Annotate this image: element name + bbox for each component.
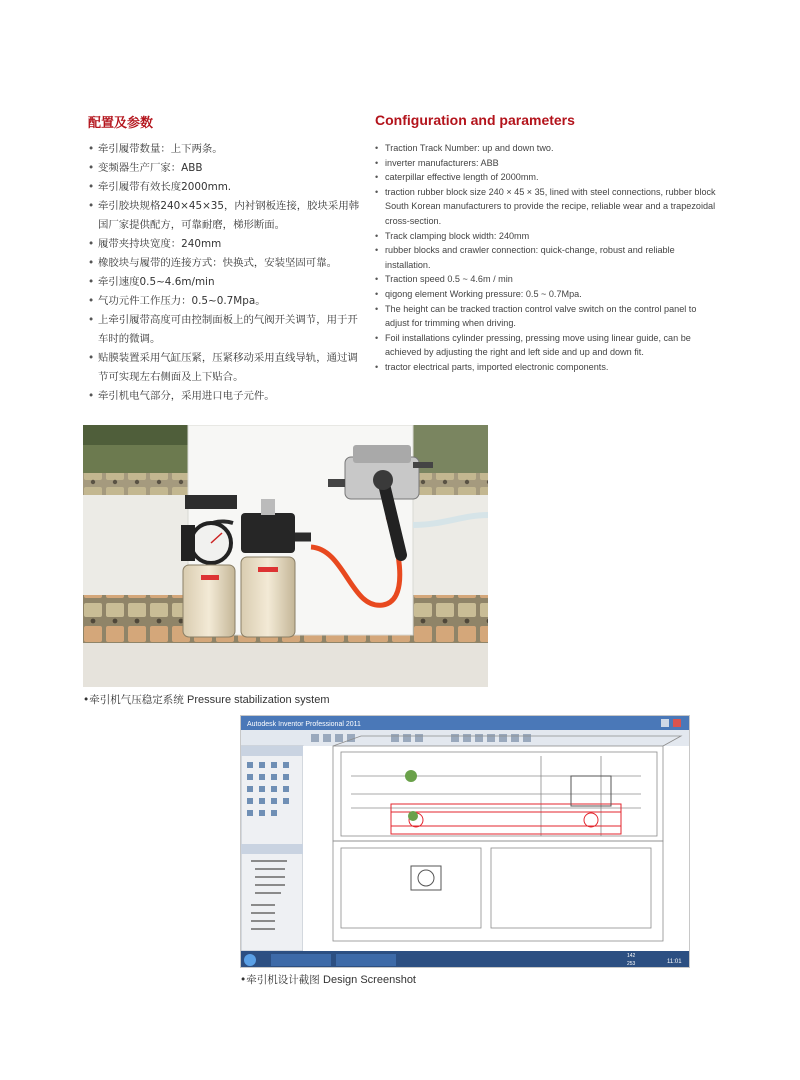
list-item: • 橡胶块与履带的连接方式：快换式，安装坚固可靠。 [88,254,368,273]
caption-bullet: • [83,694,90,706]
caption-en: Pressure stabilization system [187,694,330,706]
pressure-system-illustration [83,425,488,687]
pressure-system-caption [83,692,330,707]
list-item: • 气功元件工作压力：0.5~0.7Mpa。 [88,292,368,311]
status-value-a: 142 [627,953,636,959]
list-item: • 牵引履带数量：上下两条。 [88,140,368,159]
pressure-system-photo [83,425,488,687]
status-value-b: 253 [627,961,636,967]
list-item: • 履带夹持块宽度：240mm [88,235,368,254]
caption-cn: 牵引机气压稳定系统 [89,694,184,706]
list-item: • Traction speed 0.5 ~ 4.6m / min [375,272,720,287]
list-item: • 牵引履带有效长度2000mm. [88,178,368,197]
caption-bullet: • [240,974,247,986]
list-item: • qigong element Working pressure: 0.5 ~ 0.7Mpa. [375,287,720,302]
list-item: • tractor electrical parts, imported electronic components. [375,360,720,375]
list-item: • Foil installations cylinder pressing, pressing move using linear guide, can be achieved by adjusting the right and left side and up and down fit. [375,331,720,360]
cad-window-illustration [241,716,690,968]
list-item: • 牵引机电气部分，采用进口电子元件。 [88,387,368,406]
cad-window-title: Autodesk Inventor Professional 2011 [247,721,361,728]
list-item: • 贴膜装置采用气缸压紧，压紧移动采用直线导轨，通过调节可实现左右侧面及上下贴合。 [88,349,368,387]
en-heading: Configuration and parameters [375,112,575,128]
list-item: • Traction Track Number: up and down two. [375,141,720,156]
close-icon [673,719,681,727]
cn-parameter-list [88,140,368,406]
list-item: • The height can be tracked traction control valve switch on the control panel to adjust for trimming when driving. [375,302,720,331]
minimize-icon [661,719,669,727]
list-item: • 变频器生产厂家：ABB [88,159,368,178]
list-item: • 牵引胶块规格240×45×35，内衬钢板连接，胶块采用韩国厂家提供配方，可靠耐磨，梯形断面。 [88,197,368,235]
cn-heading: 配置及参数 [88,116,154,131]
taskbar-clock: 11:01 [667,959,682,965]
en-parameter-list [375,141,720,375]
list-item: • 牵引速度0.5~4.6m/min [88,273,368,292]
list-item: • Track clamping block width: 240mm [375,229,720,244]
list-item: • 上牵引履带高度可由控制面板上的气阀开关调节，用于开车时的微调。 [88,311,368,349]
list-item: • caterpillar effective length of 2000mm. [375,170,720,185]
design-screenshot [240,715,690,968]
caption-cn: 牵引机设计截图 [246,974,320,986]
start-icon [244,954,256,966]
list-item: • inverter manufacturers: ABB [375,156,720,171]
caption-en: Design Screenshot [323,974,416,986]
design-screenshot-caption [240,972,416,987]
list-item: • rubber blocks and crawler connection: quick-change, robust and reliable installation. [375,243,720,272]
list-item: • traction rubber block size 240 × 45 × 35, lined with steel connections, rubber block South Korean manufacturers to provide the recipe, reliable wear and a trapezoidal cross-section. [375,185,720,229]
